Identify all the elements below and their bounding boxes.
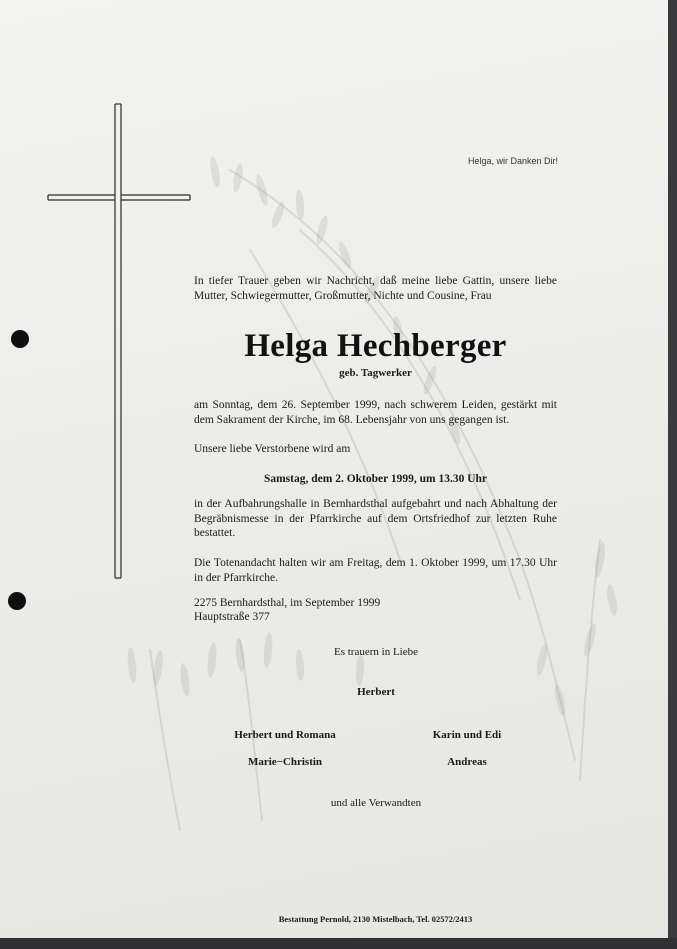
burial-date: Samstag, dem 2. Oktober 1999, um 13.30 Uhr <box>263 473 488 485</box>
mourner-left-1: Herbert und Romana <box>234 729 336 741</box>
undertaker-footer: Bestattung Pernold, 2130 Mistelbach, Tel. 02572/2413 <box>278 914 473 924</box>
mourner-spouse: Herbert <box>357 686 395 698</box>
place-date: 2275 Bernhardsthal, im September 1999 <box>194 597 381 609</box>
intro-text: In tiefer Trauer geben wir Nachricht, daß meine liebe Gattin, unsere liebe Mutter, Schwiegermutter, Großmutter, Nichte und Cousine, Frau <box>194 275 557 302</box>
punch-hole-top <box>11 330 29 348</box>
scan-edge-bottom <box>0 938 677 949</box>
mourner-right-2: Andreas <box>447 756 487 768</box>
death-text: am Sonntag, dem 26. September 1999, nach schwerem Leiden, gestärkt mit dem Sakrament der Kirche, im 68. Lebensjahr von uns gegangen ist. <box>194 399 557 426</box>
prayer-text: Die Totenandacht halten wir am Freitag, dem 1. Oktober 1999, um 17.30 Uhr in der Pfarrkirche. <box>194 557 557 584</box>
mourner-left-2: Marie−Christin <box>247 756 323 768</box>
scan-edge-right <box>668 0 677 949</box>
mourners-closing: und alle Verwandten <box>330 797 422 809</box>
mourner-right-1: Karin und Edi <box>432 729 502 741</box>
punch-hole-bottom <box>8 592 26 610</box>
deceased-name: Helga Hechberger <box>244 328 507 364</box>
address: Hauptstraße 377 <box>194 611 270 623</box>
burial-intro: Unsere liebe Verstorbene wird am <box>194 443 351 455</box>
motto: Helga, wir Danken Dir! <box>467 156 558 166</box>
burial-text: in der Aufbahrungshalle in Bernhardsthal aufgebahrt und nach Abhaltung der Begräbnismesse in der Pfarrkirche auf dem Ortsfriedhof zur letzten Ruhe bestattet. <box>194 498 557 539</box>
maiden-name: geb. Tagwerker <box>339 367 412 379</box>
mourners-heading: Es trauern in Liebe <box>334 646 418 658</box>
